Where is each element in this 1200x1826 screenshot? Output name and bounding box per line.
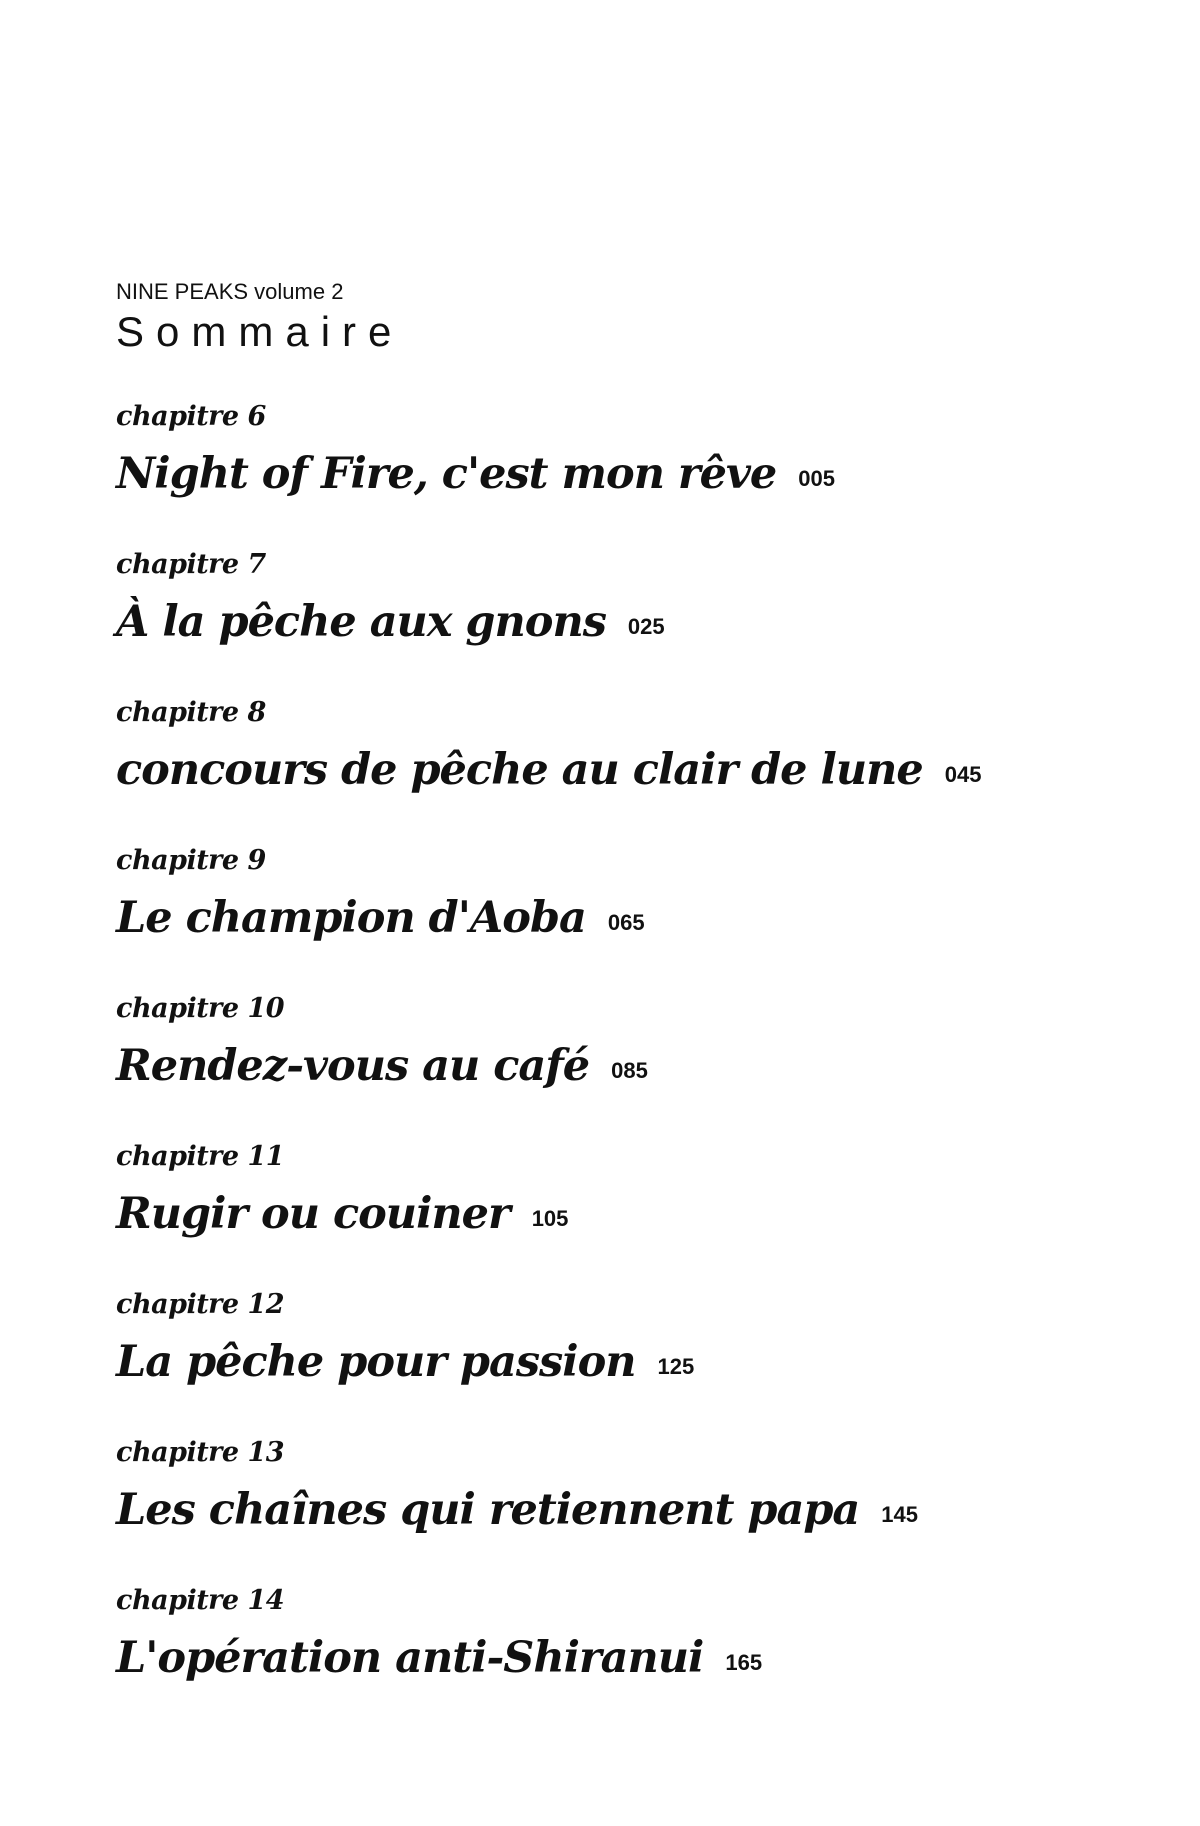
chapter-page-number: 045 <box>944 762 982 787</box>
chapter-page-number: 085 <box>611 1058 648 1083</box>
chapter-title: Night of Fire, c'est mon rêve <box>116 449 777 499</box>
chapter-page-number: 145 <box>881 1502 918 1527</box>
chapter-number: chapitre 12 <box>116 1289 285 1320</box>
chapter-number: chapitre 11 <box>116 1141 285 1172</box>
chapter-page-number: 105 <box>531 1206 569 1231</box>
chapter-page-number: 125 <box>657 1354 695 1379</box>
chapter-line <box>116 1336 1116 1388</box>
chapter-number: chapitre 10 <box>116 993 285 1024</box>
chapter-entry <box>116 1140 1116 1288</box>
chapter-entry <box>116 844 1116 992</box>
page-title: Sommaire <box>116 308 404 355</box>
table-of-contents <box>116 278 1116 1732</box>
chapter-page-number: 065 <box>607 910 645 935</box>
chapter-line <box>116 596 1116 648</box>
chapter-entry <box>116 1288 1116 1436</box>
chapter-entry <box>116 992 1116 1140</box>
chapter-number: chapitre 8 <box>116 697 266 728</box>
chapter-title: concours de pêche au clair de lune <box>116 745 923 795</box>
chapter-title: Le champion d'Aoba <box>116 893 586 943</box>
chapter-list <box>116 400 1116 1732</box>
chapter-title: Les chaînes qui retiennent papa <box>116 1485 860 1535</box>
chapter-page-number: 005 <box>798 466 835 491</box>
chapter-title: Rendez-vous au café <box>116 1041 590 1091</box>
chapter-entry <box>116 400 1116 548</box>
chapter-number: chapitre 6 <box>116 401 266 432</box>
chapter-title: À la pêche aux gnons <box>116 597 606 647</box>
chapter-page-number: 025 <box>627 614 665 639</box>
chapter-entry <box>116 548 1116 696</box>
chapter-number: chapitre 7 <box>116 549 266 580</box>
chapter-number: chapitre 13 <box>116 1437 285 1468</box>
chapter-title: L'opération anti-Shiranui <box>116 1633 704 1683</box>
chapter-line <box>116 1484 1116 1536</box>
chapter-line <box>116 1632 1116 1684</box>
chapter-line <box>116 744 1116 796</box>
chapter-number: chapitre 14 <box>116 1585 285 1616</box>
chapter-entry <box>116 1584 1116 1732</box>
chapter-number: chapitre 9 <box>116 845 266 876</box>
chapter-entry <box>116 1436 1116 1584</box>
chapter-page-number: 165 <box>725 1650 763 1675</box>
chapter-line <box>116 1040 1116 1092</box>
series-volume-label: NINE PEAKS volume 2 <box>116 279 344 304</box>
chapter-line <box>116 1188 1116 1240</box>
chapter-entry <box>116 696 1116 844</box>
chapter-line <box>116 892 1116 944</box>
chapter-title: La pêche pour passion <box>116 1337 636 1387</box>
chapter-line <box>116 448 1116 500</box>
chapter-title: Rugir ou couiner <box>116 1189 510 1239</box>
